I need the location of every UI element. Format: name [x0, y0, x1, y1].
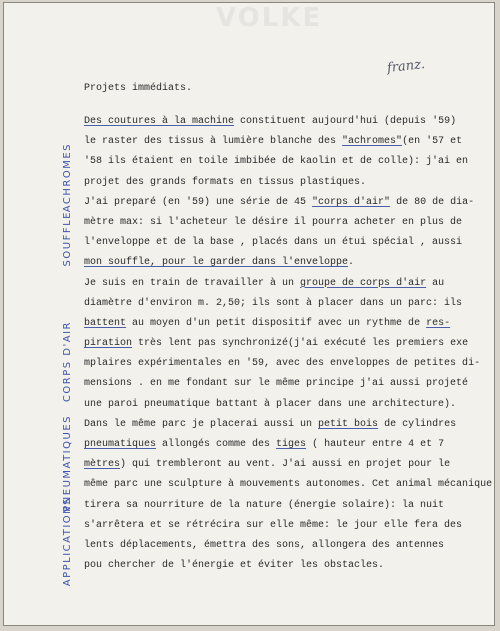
- text-line: lents déplacements, émettra des sons, allongera des antennes: [84, 539, 445, 551]
- text-line: mensions . en me fondant sur le même principe j'ai aussi projeté: [84, 378, 469, 390]
- margin-label-souffle: SOUFFLE: [62, 211, 73, 267]
- text-line: une paroi pneumatique battant à placer dans une architecture).: [84, 398, 457, 410]
- document-heading: Projets immédiats.: [84, 83, 193, 94]
- document-page: [3, 2, 495, 626]
- text-line: pneumatiques allongés comme des tiges ( hauteur entre 4 et 7: [84, 439, 445, 450]
- text-line: Dans le même parc je placerai aussi un petit bois de cylindres: [84, 418, 457, 430]
- text-line: mplaires expérimentales en '59, avec des enveloppes de petites di-: [84, 358, 481, 370]
- text-line: même parc une sculpture à mouvements autonomes. Cet animal mécanique: [84, 479, 493, 491]
- text-line: l'enveloppe et de la base , placés dans un étui spécial , aussi: [84, 237, 463, 249]
- margin-label-corps-dair: CORPS D'AIR: [62, 321, 73, 403]
- text-line: tirera sa nourriture de la nature (énergie solaire): la nuit: [84, 499, 445, 511]
- text-line: J'ai preparé (en '59) une série de 45 "corps d'air" de 80 de dia-: [84, 196, 475, 208]
- text-line: Des coutures à la machine constituent aujourd'hui (depuis '59): [84, 116, 457, 127]
- text-line: piration très lent pas synchronizé(j'ai exécuté les premiers exe: [84, 338, 469, 350]
- text-line: Je suis en train de travailler à un groupe de corps d'air au: [84, 277, 445, 289]
- margin-label-applications: APPLICATIONS: [62, 497, 73, 587]
- text-line: pou chercher de l'énergie et éviter les obstacles.: [84, 560, 385, 572]
- text-line: mon souffle, pour le garder dans l'enveloppe.: [84, 257, 355, 269]
- handwritten-corner-note: franz.: [386, 57, 426, 76]
- text-line: '58 ils étaient en toile imbibée de kaolin et de colle): j'ai en: [84, 156, 469, 168]
- text-line: projet des grands formats en tissus plastiques.: [84, 176, 367, 188]
- text-line: diamètre d'environ m. 2,50; ils sont à placer dans un parc: ils: [84, 297, 463, 309]
- margin-label-achromes: ACHROMES: [62, 143, 73, 213]
- text-line: battent au moyen d'un petit dispositif avec un rythme de res-: [84, 317, 451, 329]
- text-line: mètre max: si l'acheteur le désire il pourra acheter en plus de: [84, 216, 463, 228]
- text-line: s'arrêtera et se rétrécira sur elle même: le jour elle fera des: [84, 519, 463, 531]
- margin-label-pneumatiques: PNEUMATIQUES: [62, 415, 73, 512]
- body-text: [84, 112, 493, 576]
- text-line: mètres) qui trembleront au vent. J'ai aussi en projet pour le: [84, 459, 451, 471]
- text-line: le raster des tissus à lumière blanche des "achromes"(en '57 et: [84, 136, 463, 148]
- bleed-through-text: VOLKE: [216, 3, 323, 33]
